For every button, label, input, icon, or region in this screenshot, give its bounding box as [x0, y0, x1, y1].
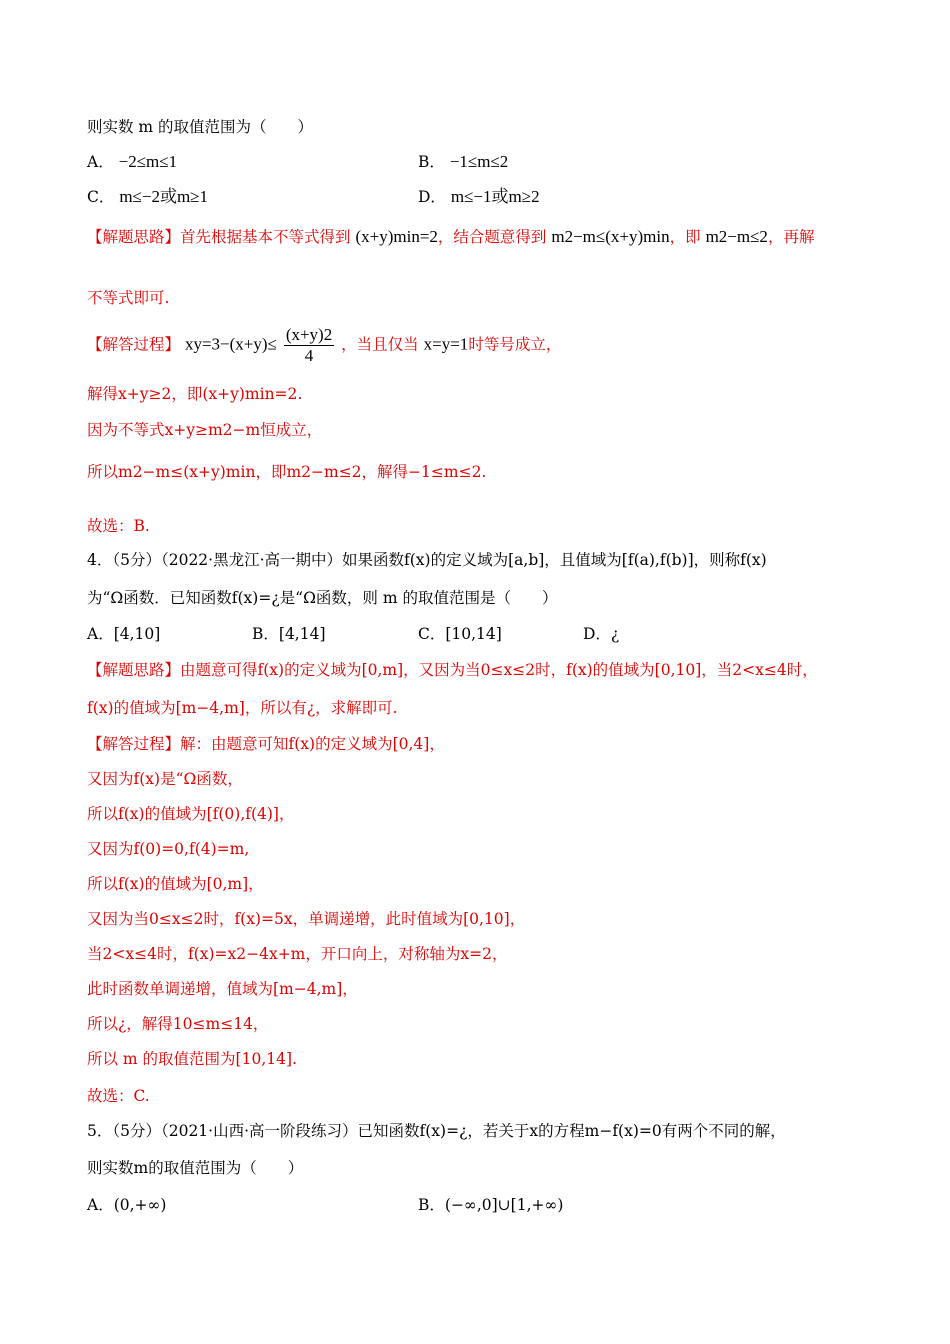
q4-stem-line1: 4．（5分）（2022·黑龙江·高一期中）如果函数f(x)的定义域为[a,b]，且值域为[f(a),f(b)]，则称f(x) [87, 551, 767, 569]
q3-idea-line2: 不等式即可. [87, 289, 170, 307]
q3-stem-tail: 则实数 m 的取值范围为（ ） [87, 118, 314, 136]
q4-proc-line: 又因为f(0)=0,f(4)=m, [87, 840, 250, 858]
q3-proc-line2: 解得x+y≥2，即(x+y)min=2. [87, 385, 303, 403]
q3-proc-line3: 因为不等式x+y≥m2−m恒成立， [87, 421, 323, 439]
q5-stem-line2: 则实数m的取值范围为（ ） [87, 1159, 304, 1177]
q4-proc-line: 所以f(x)的值域为[f(0),f(4)]， [87, 805, 295, 823]
q4-answer: 故选：C. [87, 1087, 150, 1105]
q3-idea-part1: 首先根据基本不等式得到 [180, 228, 351, 246]
q4-idea-line2: f(x)的值域为[m−4,m]，所以有¿，求解即可. [87, 699, 398, 717]
q3-solution-idea [87, 226, 814, 248]
q4-proc-line: 当2<x≤4时，f(x)=x2−4x+m，开口向上，对称轴为x=2， [87, 945, 508, 963]
q5-option-a: A．(0,+∞) [87, 1196, 167, 1214]
q3-option-c-text: m≤−2或m≥1 [119, 187, 209, 206]
q3-option-b [418, 151, 508, 173]
q4-option-d: D．¿ [583, 625, 620, 643]
q4-proc-line: 此时函数单调递增，值域为[m−4,m]， [87, 980, 358, 998]
q3-proc-l1-math2: x=y=1 [423, 334, 469, 354]
q3-proc-l1-text: ，当且仅当 [341, 335, 419, 354]
q4-proc-line: 所以¿，解得10≤m≤14， [87, 1015, 269, 1033]
q3-idea-part2: ，结合题意得到 [437, 228, 547, 246]
q3-option-b-text: −1≤m≤2 [449, 152, 509, 171]
q3-idea-math3: m2−m≤2 [705, 227, 768, 246]
q3-proc-l1-math: xy=3−(x+y)≤ [184, 334, 277, 354]
q4-option-a: A．[4,10] [87, 625, 161, 643]
q3-option-b-label: B． [418, 153, 445, 171]
q3-proc-frac-num: (x+y)2 [285, 325, 333, 344]
q4-stem-line2: 为“Ω函数．已知函数f(x)=¿是“Ω函数，则 m 的取值范围是（ ） [87, 589, 558, 607]
q3-solution-process [87, 325, 561, 366]
q4-option-b: B．[4,14] [252, 625, 326, 643]
q3-proc-l1-text2: 时等号成立， [468, 335, 562, 354]
q3-option-d-label: D． [418, 188, 446, 206]
q4-option-c: C．[10,14] [418, 625, 502, 643]
q4-proc-line: 所以 m 的取值范围为[10,14]. [87, 1050, 297, 1068]
q4-idea-line1: 【解题思路】由题意可得f(x)的定义域为[0,m]，又因为当0≤x≤2时，f(x)的值域为[0,10]，当2<x≤4时， [87, 661, 818, 679]
q4-proc-line: 又因为f(x)是“Ω函数， [87, 770, 243, 788]
q4-proc-line: 【解答过程】解：由题意可知f(x)的定义域为[0,4]， [87, 735, 445, 753]
q5-option-b: B．(−∞,0]∪[1,+∞) [418, 1196, 564, 1214]
q3-proc-fraction [284, 325, 334, 366]
q3-option-a-text: −2≤m≤1 [118, 152, 178, 171]
q3-option-a-label: A． [87, 153, 114, 171]
q3-proc-tag: 【解答过程】 [87, 335, 181, 354]
q4-proc-line: 所以f(x)的值域为[0,m]， [87, 875, 264, 893]
q3-option-d-text: m≤−1或m≥2 [450, 187, 540, 206]
q3-proc-line4: 所以m2−m≤(x+y)min，即m2−m≤2，解得−1≤m≤2. [87, 463, 487, 481]
q3-option-c-label: C． [87, 188, 115, 206]
q3-idea-math2: m2−m≤(x+y)min [551, 227, 670, 246]
q3-option-c [87, 186, 208, 208]
q3-proc-frac-den: 4 [304, 346, 314, 365]
q3-idea-part3: ，即 [669, 228, 701, 246]
q4-proc-line: 又因为当0≤x≤2时，f(x)=5x，单调递增，此时值域为[0,10]， [87, 910, 526, 928]
q3-idea-math1: (x+y)min=2 [355, 227, 438, 246]
q5-stem-line1: 5．（5分）（2021·山西·高一阶段练习）已知函数f(x)=¿，若关于x的方程m−f(x)=0有两个不同的解， [87, 1122, 786, 1140]
q3-option-d [418, 186, 540, 208]
q3-answer: 故选：B. [87, 517, 150, 535]
q3-idea-tag: 【解题思路】 [87, 228, 181, 246]
q3-idea-part4: ，再解 [767, 228, 815, 246]
q3-option-a [87, 151, 177, 173]
